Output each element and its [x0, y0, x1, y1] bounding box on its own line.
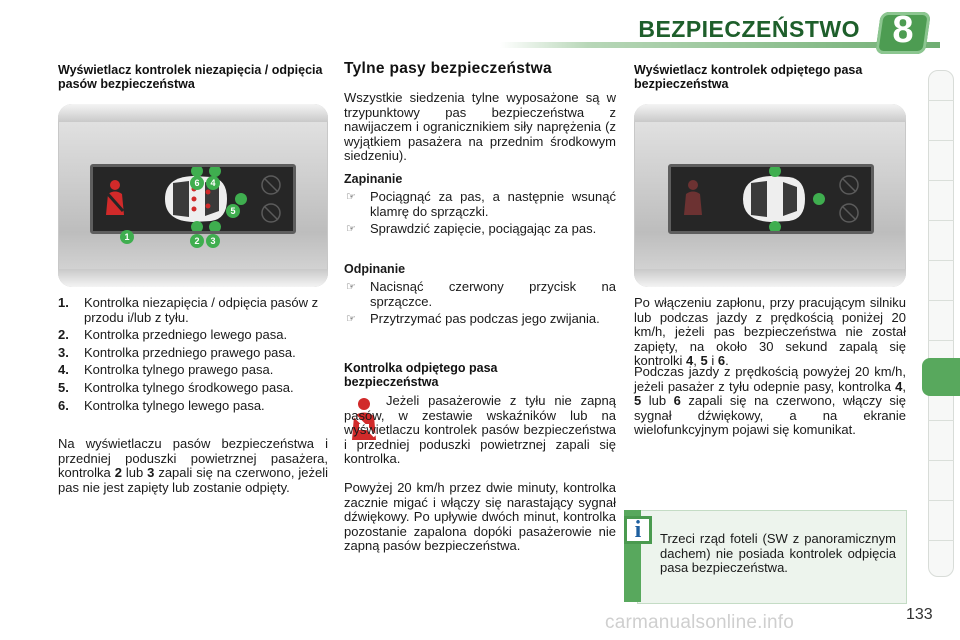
figure-callout-5: 5: [226, 204, 240, 218]
tab-divider: [928, 340, 954, 341]
middle-heading: Tylne pasy bezpieczeństwa: [344, 60, 552, 77]
figure-callout-2: 2: [190, 234, 204, 248]
display-screen: [668, 164, 874, 234]
bullet-arrow-icon: ☞: [346, 313, 356, 326]
list-item: 3. Kontrolka przedniego prawego pasa.: [58, 344, 296, 360]
unfastening-steps: [344, 280, 616, 327]
info-text: Trzeci rząd foteli (SW z panoramicznym dachem) nie posiada kontrolek odpięcia pasa bezpieczeństwa.: [660, 531, 896, 576]
unfastening-heading: Odpinanie: [344, 262, 406, 276]
display-screen: [90, 164, 296, 234]
right-paragraph-1: Po włączeniu zapłonu, przy pracującym silniku lub podczas jazdy z prędkością poniżej 20 km/h, jeżeli pas bezpieczeństwa nie został zapięty, na około 30 sekund zapalą się kontrolki 4, 5 i 6.: [634, 295, 906, 369]
tab-divider: [928, 500, 954, 501]
airbag-off-icon: [262, 176, 280, 222]
tab-divider: [928, 140, 954, 141]
bullet-arrow-icon: ☞: [346, 281, 356, 293]
watermark: carmanualsonline.info: [605, 612, 795, 633]
active-chapter-tab: [922, 358, 960, 396]
tab-divider: [928, 300, 954, 301]
tab-divider: [928, 540, 954, 541]
list-item: 2. Kontrolka przedniego lewego pasa.: [58, 327, 288, 343]
lamp-center: [235, 193, 247, 205]
figure-callout-1: 1: [120, 230, 134, 244]
tab-divider: [928, 100, 954, 101]
seatbelt-warning-icon: [684, 180, 702, 215]
right-paragraph-2: Podczas jazdy z prędkością powyżej 20 km/h, jeżeli pasażer z tyłu odepnie pasy, kontrolka 4, 5 lub 6 zapali się na czerwono, włączy się sygnał dźwiękowy, a na ekranie wielofunkcyjnym pojawi się komunikat.: [634, 364, 906, 438]
list-item: 4. Kontrolka tylnego prawego pasa.: [58, 362, 274, 378]
tab-divider: [928, 420, 954, 421]
rear-seatbelt-display-figure: [634, 104, 906, 287]
lamp-rear-left: [769, 221, 781, 231]
page-number: 133: [906, 606, 933, 623]
info-icon: i: [624, 516, 652, 544]
figure-callout-3: 3: [206, 234, 220, 248]
rear-seatbelt-display-svg: [671, 167, 871, 231]
warning-lamp-heading: Kontrolka odpiętego pasa bezpieczeństwa: [344, 361, 498, 389]
list-item: 6. Kontrolka tylnego lewego pasa.: [58, 397, 265, 413]
tab-divider: [928, 260, 954, 261]
list-item: ☞ Sprawdzić zapięcie, pociągając za pas.: [346, 221, 597, 237]
tab-divider: [928, 460, 954, 461]
list-item: 1. Kontrolka niezapięcia / odpięcia pasów z przodu i/lub z tyłu.: [58, 295, 319, 325]
list-item: ☞ Przytrzymać pas podczas jego zwijania.: [346, 311, 600, 327]
page-title: BEZPIECZEŃSTWO: [638, 16, 860, 42]
warning-lamp-text: Jeżeli pasażerowie z tyłu nie zapną pasów, w zestawie wskaźników lub na wyświetlaczu kontrolek pasów bezpieczeństwa i przedniej poduszki powietrznej zapali się kontrolka.: [344, 393, 616, 467]
fastening-steps: [344, 190, 616, 237]
rear-belts-intro: Wszystkie siedzenia tylne wyposażone są w trzypunktowy pas bezpieczeństwa z nawijaczem i ogranicznikiem siły naprężenia (z wyjątkiem pasażera na przednim środkowym siedzeniu).: [344, 90, 616, 164]
right-heading: Wyświetlacz kontrolek odpiętego pasa bezpieczeństwa: [634, 63, 863, 91]
airbag-off-icon: [840, 176, 858, 222]
lamp-center: [813, 193, 825, 205]
seatbelt-display-figure: [58, 104, 328, 287]
chapter-number: 8: [892, 9, 914, 51]
figure-callout-6: 6: [190, 176, 204, 190]
lamp-rear-right: [769, 167, 781, 177]
tab-divider: [928, 180, 954, 181]
left-paragraph: Na wyświetlaczu pasów bezpieczeństwa i przedniej poduszki powietrznej pasażera, kontrolka 2 lub 3 zapali się na czerwono, jeżeli pas nie jest zapięty lub zostanie odpięty.: [58, 436, 328, 495]
fastening-heading: Zapinanie: [344, 172, 403, 186]
bullet-arrow-icon: ☞: [346, 223, 356, 236]
seatbelt-warning-icon: [106, 180, 124, 215]
bullet-arrow-icon: ☞: [346, 191, 356, 203]
figure-callouts: [174, 227, 234, 247]
car-topview-icon: [743, 176, 805, 222]
list-item: ☞ Pociągnąć za pas, a następnie wsunąć klamrę do sprzączki.: [346, 189, 616, 219]
indicator-list: [58, 296, 328, 416]
list-item: 5. Kontrolka tylnego środkowego pasa.: [58, 379, 294, 395]
warning-lamp-text-2: Powyżej 20 km/h przez dwie minuty, kontrolka zacznie migać i włączy się narastający sygnał dźwiękowy. Po upływie dwóch minut, kontrolka pozostanie zapalona dopóki pasażerowie nie zapną pasów bezpieczeństwa.: [344, 480, 616, 554]
tab-divider: [928, 220, 954, 221]
left-heading: Wyświetlacz kontrolek niezapięcia / odpięcia pasów bezpieczeństwa: [58, 63, 323, 91]
list-item: ☞ Nacisnąć czerwony przycisk na sprzączce.: [346, 279, 616, 309]
figure-callout-4: 4: [206, 176, 220, 190]
